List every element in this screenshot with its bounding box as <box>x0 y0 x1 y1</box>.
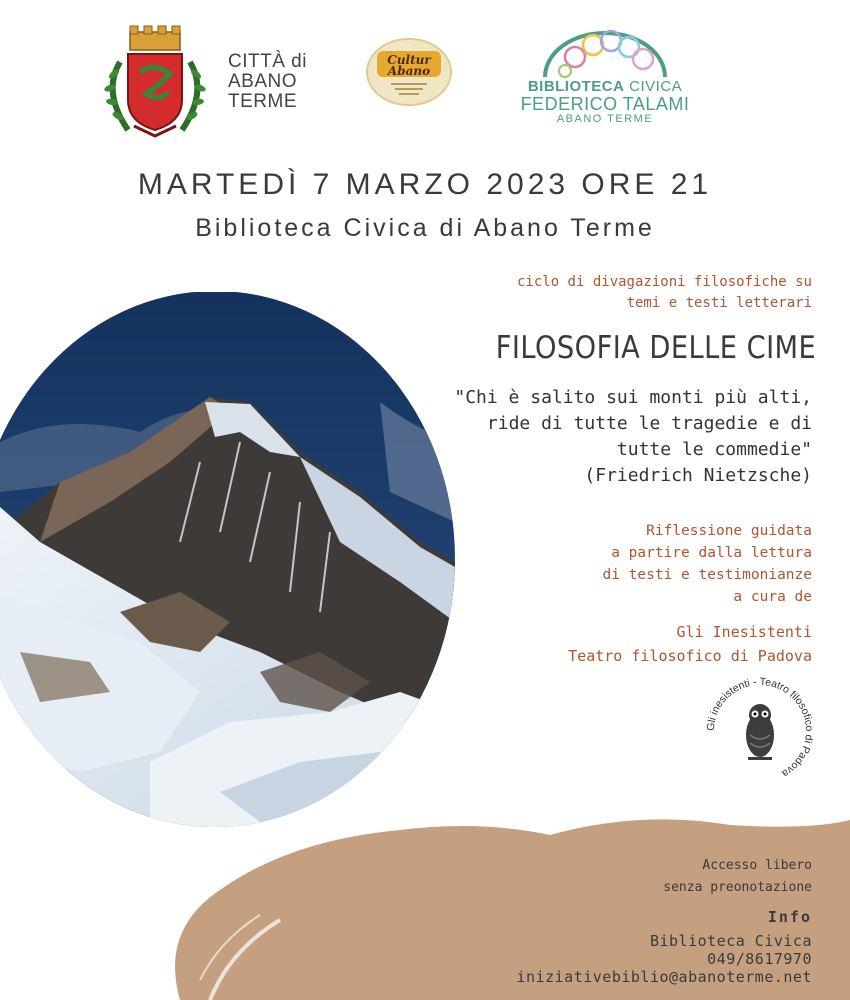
contact-phone[interactable]: 049/8617970 <box>707 950 812 968</box>
cultur-logo-line2: Abano <box>387 64 431 78</box>
owl-logo-circular-text: Gli inesistenti - Teatro filosofico di Padova <box>704 675 816 780</box>
curators <box>568 620 812 668</box>
event-title: FILOSOFIA DELLE CIME <box>495 330 816 366</box>
library-name <box>505 78 705 125</box>
subtitle-line1: ciclo di divagazioni filosofiche su <box>516 274 812 290</box>
quote-line1: "Chi è salito sui monti più alti, <box>454 387 812 408</box>
event-subtitle <box>517 272 812 314</box>
mountain-peak-image <box>0 292 455 827</box>
event-date: MARTEDÌ 7 MARZO 2023 ORE 21 <box>137 168 713 201</box>
access-info <box>663 855 812 899</box>
curator-subtitle: Teatro filosofico di Padova <box>568 647 812 665</box>
city-line-1: CITTÀ di <box>228 51 307 72</box>
desc-line2: a partire dalla lettura <box>611 545 812 561</box>
contact-email[interactable]: iniziativebiblio@abanoterme.net <box>516 968 812 986</box>
curator-name: Gli Inesistenti <box>676 623 812 641</box>
desc-line4: a cura de <box>733 589 812 605</box>
cultur-logo-line1: Cultur <box>387 53 431 67</box>
abano-coat-of-arms-logo <box>100 22 210 140</box>
city-line-2: ABANO <box>228 71 298 92</box>
event-description <box>602 520 812 608</box>
quote-line3: tutte le commedie" <box>616 439 812 460</box>
library-name-line3: ABANO TERME <box>556 113 654 125</box>
subtitle-line2: temi e testi letterari <box>626 295 812 311</box>
access-line1: Accesso libero <box>702 858 812 873</box>
desc-line3: di testi e testimonianze <box>602 567 812 583</box>
library-name-line1: BIBLIOTECA CIVICA <box>527 78 683 95</box>
gli-inesistenti-owl-logo <box>700 673 820 788</box>
desc-line1: Riflessione guidata <box>646 523 812 539</box>
info-heading: Info <box>767 908 812 926</box>
nietzsche-quote <box>454 385 812 489</box>
contact-info <box>517 932 812 986</box>
quote-author: (Friedrich Nietzsche) <box>584 465 812 486</box>
cultur-abano-logo <box>365 37 453 107</box>
library-name-line2: FEDERICO TALAMI <box>520 94 690 114</box>
contact-library: Biblioteca Civica <box>649 932 812 950</box>
event-place: Biblioteca Civica di Abano Terme <box>195 214 655 242</box>
quote-line2: ride di tutte le tragedie e di <box>486 413 812 434</box>
access-line2: senza preonotazione <box>663 880 812 895</box>
city-line-3: TERME <box>228 91 297 112</box>
city-name <box>228 52 307 112</box>
